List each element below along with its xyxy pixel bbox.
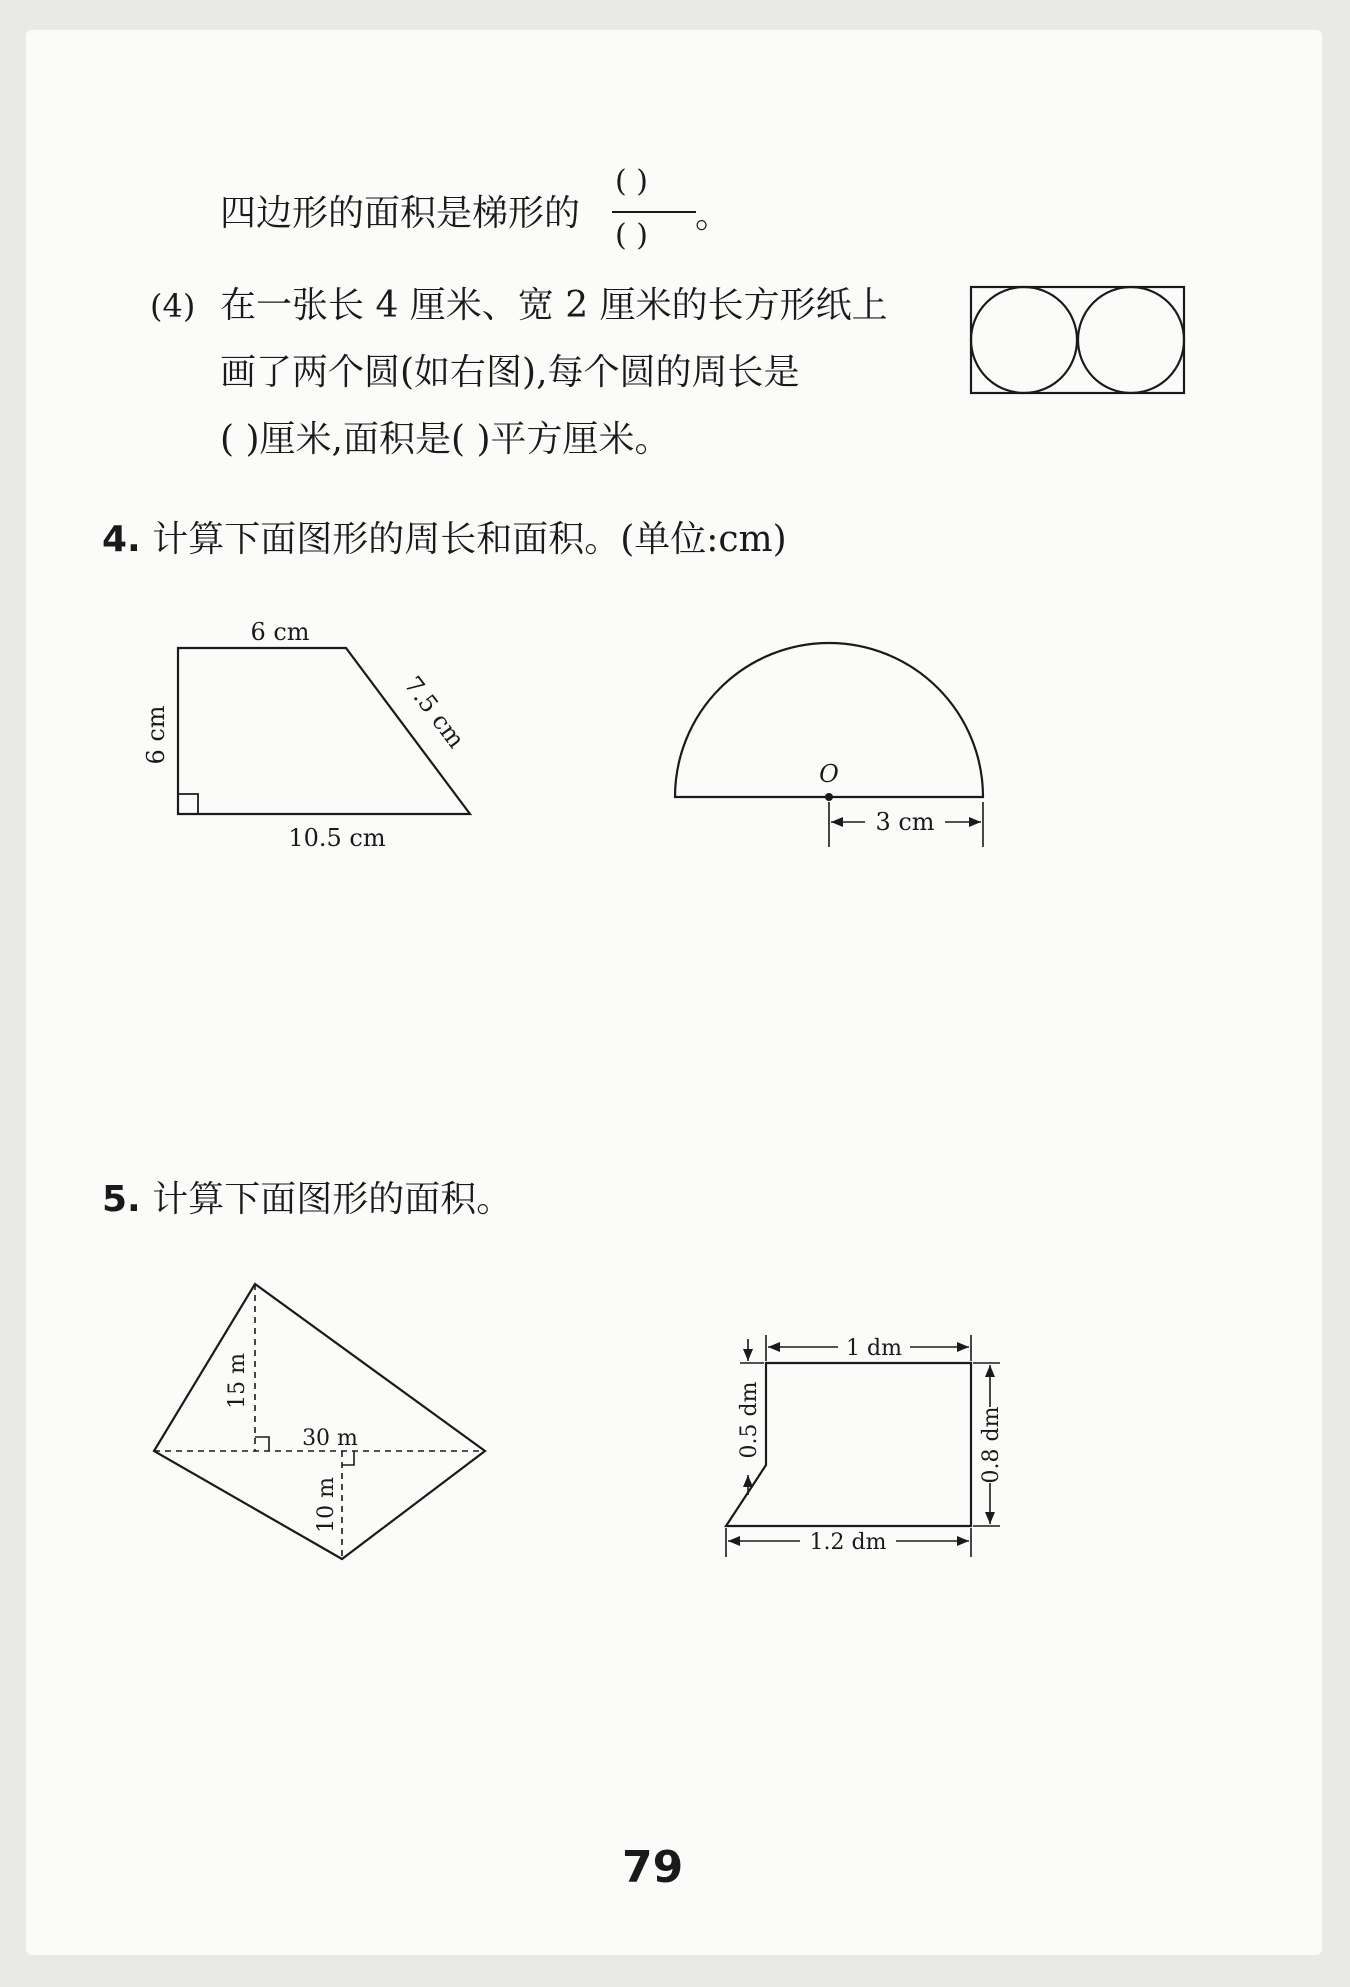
fraction-bar [612,211,696,213]
composite-shape [726,1363,971,1526]
trapezoid-slant-label: 7.5 cm [398,671,471,754]
two-circles-figure [970,285,1186,395]
center-point [825,793,833,801]
q3-item-line3: ( )厘米,面积是( )平方厘米。 [220,419,671,460]
quad-height2-label: 10 m [314,1477,339,1533]
quad-height1-label: 15 m [225,1353,250,1409]
circle-right [1078,287,1184,393]
q5-heading [102,1179,513,1220]
fraction-numerator: ( ) [615,164,648,199]
page-number: 79 [622,1842,684,1893]
right-angle-mark-upper [255,1437,269,1451]
trapezoid-height-label: 6 cm [142,705,170,765]
circle-left [971,287,1077,393]
q3-continuation-text: 四边形的面积是梯形的 [220,193,581,234]
trapezoid-figure [140,610,490,860]
q5-text: 计算下面图形的面积。 [152,1179,513,1220]
quadrilateral-figure [140,1270,500,1570]
top-dim-label: 1 dm [846,1336,902,1361]
bottom-dim-label: 1.2 dm [809,1530,887,1555]
right-angle-mark-lower [342,1451,354,1465]
quad-base-label: 30 m [302,1426,358,1451]
q3-item-line2: 画了两个圆(如右图),每个圆的周长是 [220,352,800,393]
q4-number: 4. [102,519,141,560]
semicircle-figure [660,630,1010,860]
trapezoid-shape [178,648,470,814]
fraction-denominator: ( ) [615,218,648,253]
left-dim-label: 0.5 dm [737,1381,762,1459]
center-label: O [819,760,839,788]
trapezoid-top-label: 6 cm [250,618,310,646]
trapezoid-bottom-label: 10.5 cm [288,824,386,852]
right-dim-label: 0.8 dm [979,1406,1004,1484]
q4-heading [102,519,787,560]
right-angle-mark [178,794,198,814]
composite-shape-figure [720,1325,1020,1565]
q3-item-label: (4) [150,287,196,325]
fraction-period: 。 [695,195,732,236]
radius-label: 3 cm [875,808,935,836]
q4-text: 计算下面图形的周长和面积。(单位:cm) [152,519,787,560]
q3-item-line1: 在一张长 4 厘米、宽 2 厘米的长方形纸上 [220,285,888,326]
q5-number: 5. [102,1179,141,1220]
